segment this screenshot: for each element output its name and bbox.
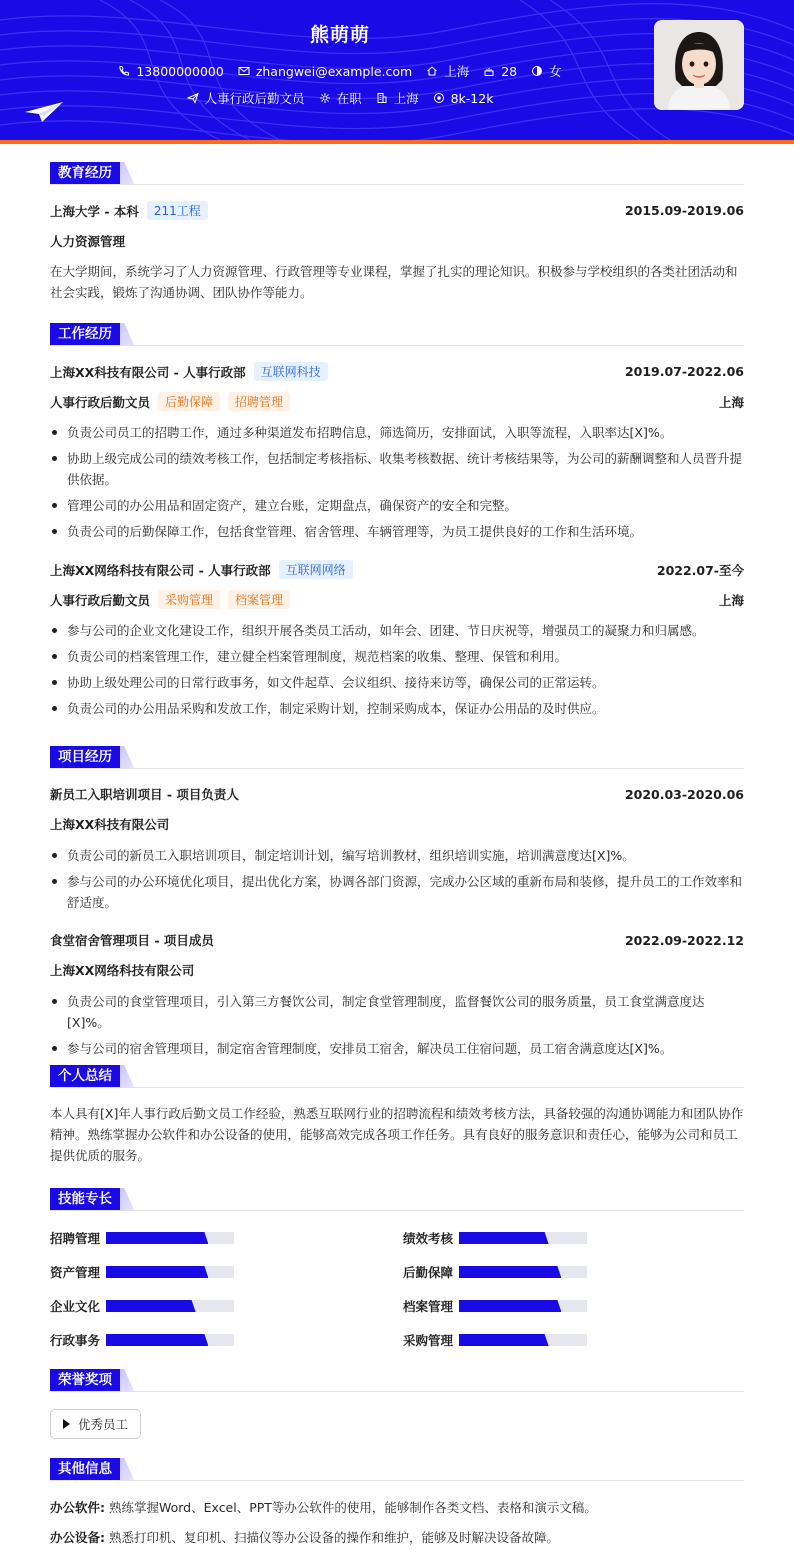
phone-item [118,62,223,80]
list-item: 管理公司的办公用品和固定资产，建立台账，定期盘点，确保资产的安全和完整。 [50,495,744,516]
project-bullets [50,845,744,918]
section-title-summary: 个人总结 [50,1065,120,1087]
section-work [50,323,134,345]
job-row [0,89,680,107]
salary-text: 8k-12k [450,90,494,106]
work-company-row [50,560,744,579]
work-bullets [50,620,744,724]
skill-label: 行政事务 [50,1333,101,1348]
age-text: 28 [501,63,518,79]
skill-label: 档案管理 [403,1299,454,1314]
section-title-tail [120,162,134,184]
project-bullets [50,991,744,1064]
section-title-tail [120,1065,134,1087]
other-text: 熟悉打印机、复印机、扫描仪等办公设备的操作和维护，能够及时解决设备故障。 [108,1530,559,1545]
project-date: 2020.03-2020.06 [624,786,744,802]
skill-item [50,1297,234,1315]
status-item [319,89,362,107]
project-name: 食堂宿舍管理项目 - 项目成员 [50,933,214,948]
work-company-row [50,362,744,381]
work-city-text: 上海 [393,91,419,106]
other-label: 办公软件: [50,1500,105,1515]
list-item: 负责公司的后勤保障工作，包括食堂管理、宿舍管理、车辆管理等，为员工提供良好的工作和生活环境。 [50,521,744,542]
list-item: 参与公司的宿舍管理项目，制定宿舍管理制度，安排员工宿舍，解决员工住宿问题，员工宿舍满意度达[X]%。 [50,1038,744,1059]
section-title-awards: 荣誉奖项 [50,1369,120,1391]
skill-label: 采购管理 [403,1333,454,1348]
award-label: 优秀员工 [78,1417,129,1432]
work-bullets [50,422,744,547]
home-icon [426,65,438,77]
skill-bar-track [459,1266,587,1278]
skill-label: 后勤保障 [403,1265,454,1280]
work-city: 上海 [718,592,744,608]
building-icon [376,92,388,104]
skill-bar-track [106,1334,234,1346]
skill-item [403,1297,587,1315]
paper-plane-icon [24,100,64,124]
project-date: 2022.09-2022.12 [624,932,744,948]
work-city: 上海 [718,394,744,410]
gender-text: 女 [549,64,562,79]
section-title-skills: 技能专长 [50,1188,120,1210]
section-title-tail [120,1369,134,1391]
skill-bar-fill [459,1334,549,1346]
contact-row [0,62,680,80]
avatar [654,20,744,110]
list-item: 负责公司员工的招聘工作，通过多种渠道发布招聘信息，筛选简历，安排面试，入职等流程，入职率达[X]%。 [50,422,744,443]
section-divider [50,1210,744,1211]
school-name: 上海大学 - 本科 [50,203,139,219]
avatar-portrait [654,20,744,110]
resume-header [0,0,794,140]
award-badge [50,1409,141,1439]
skill-item [403,1331,587,1349]
work-date: 2019.07-2022.06 [624,364,744,379]
age-icon [483,65,495,77]
skill-item [50,1331,234,1349]
phone-text: 13800000000 [136,63,224,79]
gender-item [531,62,562,80]
work-date: 2022.07-至今 [656,562,744,578]
section-divider [50,768,744,769]
list-item: 负责公司的档案管理工作，建立健全档案管理制度，规范档案的收集、整理、保管和利用。 [50,646,744,667]
section-title-tail [120,323,134,345]
skill-bar-track [106,1266,234,1278]
project-company: 上海XX科技有限公司 [50,817,170,832]
project-header [50,931,744,949]
candidate-name: 熊萌萌 [309,24,370,46]
section-awards [50,1369,134,1391]
city-text: 上海 [444,64,470,79]
section-skills [50,1188,134,1210]
skill-item [50,1263,234,1281]
project-company-row [50,961,744,979]
skill-label: 企业文化 [50,1299,101,1314]
skill-bar-fill [106,1300,196,1312]
gender-icon [531,65,543,77]
list-item: 负责公司的新员工入职培训项目，制定培训计划，编写培训教材，组织培训实施，培训满意度达[X]%。 [50,845,744,866]
section-summary [50,1065,134,1087]
section-title-education: 教育经历 [50,162,120,184]
major-row [50,232,744,250]
skill-label: 绩效考核 [403,1231,454,1246]
school-tag: 211工程 [147,201,208,220]
work-position-row [50,392,744,411]
project-name: 新员工入职培训项目 - 项目负责人 [50,787,239,802]
other-label: 办公设备: [50,1530,105,1545]
other-item [50,1528,744,1546]
money-icon [433,92,445,104]
section-title-other: 其他信息 [50,1458,120,1480]
section-other [50,1458,134,1480]
email-item [238,62,412,80]
skill-bar-fill [459,1266,561,1278]
list-item: 参与公司的办公环境优化项目，提出优化方案，协调各部门资源，完成办公区域的重新布局和装修，提升员工的工作效率和舒适度。 [50,871,744,913]
skill-tag: 档案管理 [228,590,290,609]
email-text: zhangwei@example.com [255,63,413,79]
section-title-tail [120,1458,134,1480]
skill-tag: 招聘管理 [228,392,290,411]
list-item: 负责公司的办公用品采购和发放工作，制定采购计划，控制采购成本，保证办公用品的及时供应。 [50,698,744,719]
job-text: 人事行政后勤文员 [204,91,305,106]
play-icon [63,1419,70,1429]
list-item: 协助上级完成公司的绩效考核工作，包括制定考核指标、收集考核数据、统计考核结果等，为公司的薪酬调整和人员晋升提供依据。 [50,448,744,490]
section-divider [50,1087,744,1088]
skill-label: 招聘管理 [50,1231,101,1246]
work-company: 上海XX科技有限公司 - 人事行政部 [50,364,246,380]
salary-item [433,89,494,107]
project-company: 上海XX网络科技有限公司 [50,963,195,978]
skill-label: 资产管理 [50,1265,101,1280]
skill-bar-track [459,1232,587,1244]
section-projects [50,746,134,768]
mail-icon [238,65,250,77]
skill-bar-fill [106,1334,208,1346]
skill-bar-fill [459,1300,561,1312]
skill-item [403,1229,587,1247]
project-header [50,785,744,803]
skill-bar-fill [459,1232,549,1244]
skill-tag: 后勤保障 [158,392,220,411]
phone-icon [118,65,130,77]
other-text: 熟练掌握Word、Excel、PPT等办公软件的使用，能够制作各类文档、表格和演示文稿。 [108,1500,597,1515]
age-item [483,62,517,80]
list-item: 协助上级处理公司的日常行政事务，如文件起草、会议组织、接待来访等，确保公司的正常运转。 [50,672,744,693]
skill-bar-track [459,1334,587,1346]
accent-bar [0,140,794,144]
skill-bar-fill [106,1266,208,1278]
work-position: 人事行政后勤文员 [50,394,151,410]
section-title-work: 工作经历 [50,323,120,345]
skill-bar-fill [106,1232,208,1244]
industry-tag: 互联网网络 [279,560,353,579]
skill-bar-track [106,1232,234,1244]
section-divider [50,345,744,346]
job-item [187,89,305,107]
other-item [50,1498,744,1516]
skill-tag: 采购管理 [158,590,220,609]
list-item: 负责公司的食堂管理项目，引入第三方餐饮公司，制定食堂管理制度，监督餐饮公司的服务质量，员工食堂满意度达[X]%。 [50,991,744,1033]
gear-icon [319,92,331,104]
section-title-tail [120,746,134,768]
summary-text: 本人具有[X]年人事行政后勤文员工作经验，熟悉互联网行业的招聘流程和绩效考核方法，具备较强的沟通协调能力和团队协作精神。熟练掌握办公软件和办公设备的使用，能够高效完成各项工作任务。具有良好的服务意识和责任心，能够为公司和员工提供优质的服务。 [50,1106,744,1163]
skill-bar-track [106,1300,234,1312]
work-company: 上海XX网络科技有限公司 - 人事行政部 [50,562,271,578]
work-city-item [376,89,419,107]
section-education [50,162,134,184]
education-description: 在大学期间，系统学习了人力资源管理、行政管理等专业课程，掌握了扎实的理论知识。积极参与学校组织的各类社团活动和社会实践，锻炼了沟通协调、团队协作等能力。 [50,264,738,300]
project-company-row [50,815,744,833]
section-divider [50,184,744,185]
list-item: 参与公司的企业文化建设工作，组织开展各类员工活动，如年会、团建、节日庆祝等，增强员工的凝聚力和归属感。 [50,620,744,641]
section-title-tail [120,1188,134,1210]
section-divider [50,1480,744,1481]
education-date: 2015.09-2019.06 [624,203,744,218]
skill-item [403,1263,587,1281]
status-text: 在职 [336,91,362,106]
industry-tag: 互联网科技 [254,362,328,381]
section-divider [50,1391,744,1392]
education-header [50,201,744,220]
send-icon [187,92,199,104]
skill-bar-track [459,1300,587,1312]
skill-item [50,1229,234,1247]
work-position: 人事行政后勤文员 [50,592,151,608]
city-item [426,62,469,80]
major-name: 人力资源管理 [50,234,126,249]
section-title-projects: 项目经历 [50,746,120,768]
work-position-row [50,590,744,609]
